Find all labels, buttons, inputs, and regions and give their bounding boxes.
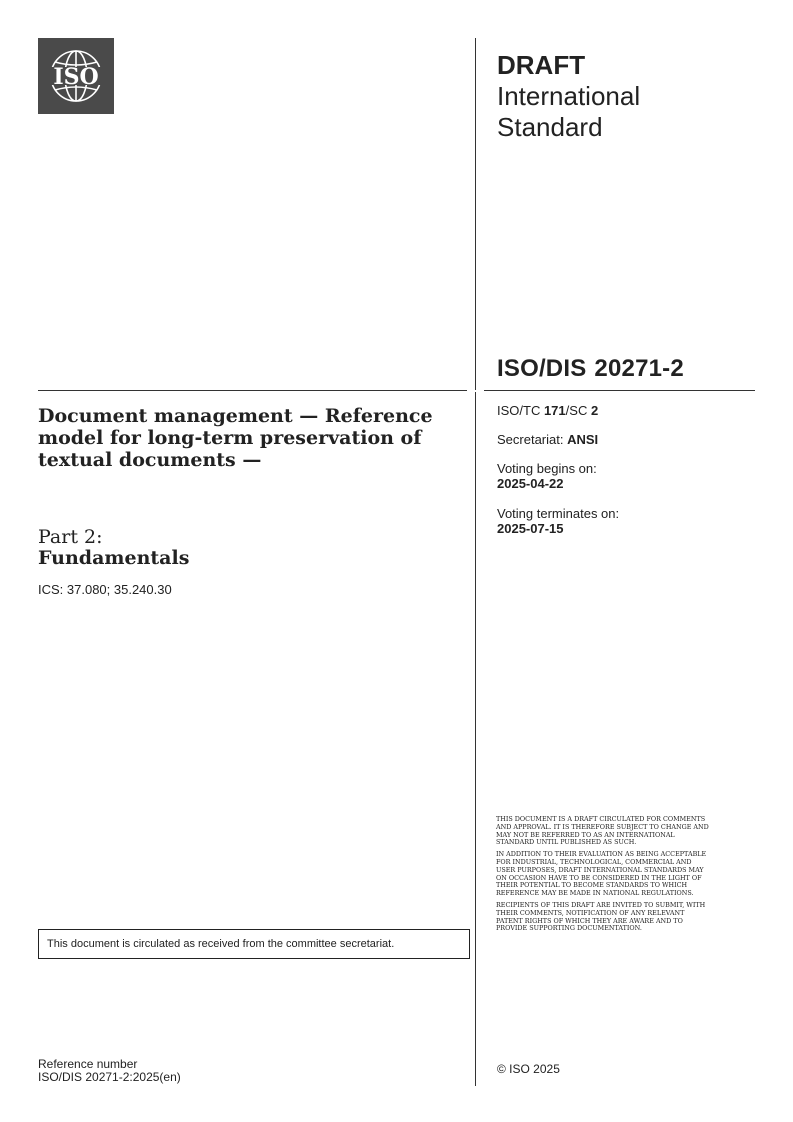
- voting-begins-label: Voting begins on:: [497, 461, 597, 476]
- disclaimer-paragraph: THIS DOCUMENT IS A DRAFT CIRCULATED FOR COMMENTS AND APPROVAL. IT IS THEREFORE SUBJECT TO CHANGE AND MAY NOT BE REFERRED TO AS AN INTERNATIONAL STANDARD UNTIL PUBLISHED AS SUCH.: [496, 815, 709, 847]
- voting-begins: [497, 461, 597, 491]
- secretariat-label: Secretariat:: [497, 432, 568, 447]
- committee-sc: 2: [590, 403, 599, 418]
- reference-number-label: Reference number: [38, 1057, 138, 1071]
- standard-number: 20271-2: [594, 355, 684, 382]
- disclaimer-paragraph: IN ADDITION TO THEIR EVALUATION AS BEING ACCEPTABLE FOR INDUSTRIAL, TECHNOLOGICAL, COMMERCIAL AND USER PURPOSES, DRAFT INTERNATIONAL STANDARDS MAY ON OCCASION HAVE TO BE CONSIDERED IN THE LIGHT OF THEIR POTENTIAL TO BECOME STANDARDS TO WHICH REFERENCE MAY BE MADE IN NATIONAL REGULATIONS.: [496, 850, 707, 898]
- iso-logo: [38, 38, 114, 114]
- voting-terminates-date: 2025-07-15: [497, 521, 564, 536]
- document-type-heading: [497, 50, 640, 143]
- iso-logo-text: ISO: [53, 64, 99, 90]
- committee-separator: /SC: [565, 403, 591, 418]
- vertical-divider-top: [475, 38, 476, 390]
- reference-number: [38, 1058, 181, 1084]
- ics-codes: ICS: 37.080; 35.240.30: [38, 582, 172, 597]
- horizontal-divider-left: [38, 390, 467, 391]
- standard-prefix: ISO/DIS: [497, 355, 587, 382]
- secretariat-line: [497, 432, 598, 447]
- circulation-note: This document is circulated as received from the committee secretariat.: [38, 929, 470, 959]
- horizontal-divider-right: [484, 390, 755, 391]
- vertical-divider-bottom: [475, 392, 476, 1086]
- iso-globe-icon: [38, 38, 114, 114]
- part-title: Fundamentals: [38, 547, 190, 569]
- document-type-line-3: Standard: [497, 112, 603, 142]
- committee-prefix: ISO/TC: [497, 403, 544, 418]
- voting-begins-date: 2025-04-22: [497, 476, 564, 491]
- part-number: Part 2:: [38, 526, 103, 548]
- standard-identifier: [497, 355, 684, 383]
- committee-tc: 171: [543, 403, 566, 418]
- document-type-line-1: DRAFT: [497, 50, 586, 80]
- copyright-notice: © ISO 2025: [497, 1062, 560, 1076]
- document-type-line-2: International: [497, 81, 641, 111]
- voting-terminates: [497, 506, 619, 536]
- reference-number-value: ISO/DIS 20271-2:2025(en): [38, 1070, 181, 1084]
- draft-disclaimer: [496, 816, 711, 937]
- secretariat-value: ANSI: [567, 432, 599, 447]
- voting-terminates-label: Voting terminates on:: [497, 506, 620, 521]
- document-title: Document management — Reference model for long-term preservation of textual documents —: [38, 405, 433, 471]
- disclaimer-paragraph: RECIPIENTS OF THIS DRAFT ARE INVITED TO SUBMIT, WITH THEIR COMMENTS, NOTIFICATION OF ANY RELEVANT PATENT RIGHTS OF WHICH THEY ARE AWARE AND TO PROVIDE SUPPORTING DOCUMENTATION.: [496, 900, 706, 933]
- committee-line: [497, 403, 598, 418]
